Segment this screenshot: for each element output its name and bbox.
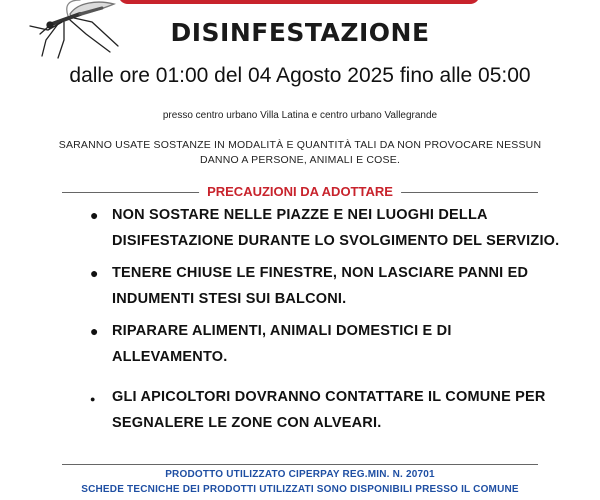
footer-divider: [62, 464, 538, 465]
page-title: DISINFESTAZIONE: [170, 18, 430, 47]
precaution-text: RIPARARE ALIMENTI, ANIMALI DOMESTICI E DI ALLEVAMENTO.: [112, 323, 452, 365]
bullet-icon: ●: [90, 207, 99, 223]
list-item: [90, 318, 560, 370]
precaution-text: GLI APICOLTORI DOVRANNO CONTATTARE IL COMUNE PER SEGNALERE LE ZONE CON ALVEARI.: [112, 389, 546, 431]
date-time-range: dalle ore 01:00 del 04 Agosto 2025 fino alle 05:00: [69, 64, 531, 87]
list-item: [90, 202, 560, 254]
red-header-banner: [118, 0, 480, 4]
bullet-icon: ●: [90, 323, 99, 339]
precautions-title: PRECAUZIONI DA ADOTTARE: [199, 184, 401, 199]
precautions-list: [90, 202, 560, 442]
bullet-icon: ●: [90, 265, 99, 281]
footer: [0, 467, 600, 497]
safety-statement: SARANNO USATE SOSTANZE IN MODALITÀ E QUANTITÀ TALI DA NON PROVOCARE NESSUN DANNO A PERSONE, ANIMALI E COSE.: [58, 139, 542, 166]
list-item: [90, 384, 560, 436]
product-info: PRODOTTO UTILIZZATO CIPERPAY REG.MIN. N. 20701: [165, 469, 435, 480]
list-item: [90, 260, 560, 312]
bullet-icon: ●: [90, 394, 96, 404]
precaution-text: NON SOSTARE NELLE PIAZZE E NEI LUOGHI DELLA DISIFESTAZIONE DURANTE LO SVOLGIMENTO DEL SERVIZIO.: [112, 207, 560, 249]
precautions-header: [62, 184, 538, 200]
location-text: presso centro urbano Villa Latina e centro urbano Vallegrande: [162, 110, 438, 121]
technical-sheets-info: SCHEDE TECNICHE DEI PRODOTTI UTILIZZATI SONO DISPONIBILI PRESSO IL COMUNE: [81, 484, 519, 495]
precaution-text: TENERE CHIUSE LE FINESTRE, NON LASCIARE PANNI ED INDUMENTI STESI SUI BALCONI.: [112, 265, 529, 307]
